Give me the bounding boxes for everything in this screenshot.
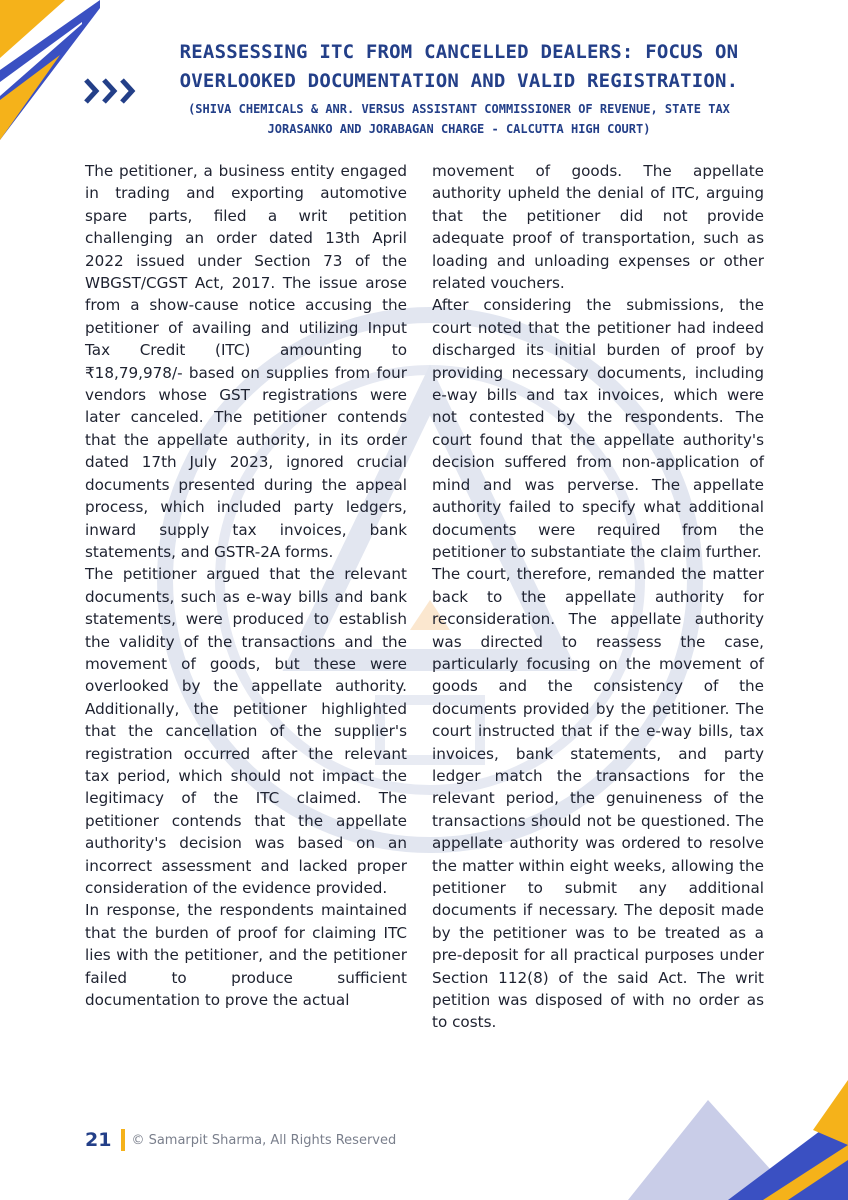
case-citation bbox=[150, 99, 768, 139]
case-citation-line-1: (SHIVA CHEMICALS & ANR. VERSUS ASSISTANT COMMISSIONER OF REVENUE, STATE TAX bbox=[188, 102, 730, 116]
corner-decoration-bottom-right bbox=[598, 1070, 848, 1200]
body-paragraph: After considering the submissions, the court noted that the petitioner had indeed discharged its initial burden of proof by providing necessary documents, including e-way bills and tax invoices, which were not contested by the respondents. The court found that the appellate authority's decision suffered from non-application of mind and was perverse. The appellate authority failed to specify what additional documents were required from the petitioner to substantiate the claim further. bbox=[432, 296, 764, 561]
body-paragraph: In response, the respondents maintained that the burden of proof for claiming ITC lies with the petitioner, and the petitioner failed to produce sufficient documentation to prove the actual bbox=[85, 901, 407, 1010]
article-title-line-1: REASSESSING ITC FROM CANCELLED DEALERS: FOCUS ON bbox=[179, 41, 739, 63]
triple-chevron-right-icon bbox=[83, 76, 139, 106]
page-footer bbox=[85, 1126, 396, 1154]
body-paragraph: The petitioner, a business entity engaged in trading and exporting automotive spare parts, filed a writ petition challenging an order dated 13th April 2022 issued under Section 73 of the WBGST/CGST Act, 2017. The issue arose from a show-cause notice accusing the petitioner of availing and utilizing Input Tax Credit (ITC) amounting to ₹18,79,978/- based on supplies from four vendors whose GST registrations were later canceled. The petitioner contends that the appellate authority, in its order dated 17th July 2023, ignored crucial documents presented during the appeal process, which included party ledgers, inward supply tax invoices, bank statements, and GSTR-2A forms. bbox=[85, 162, 407, 561]
article-title bbox=[150, 38, 768, 96]
article-header bbox=[150, 38, 768, 139]
article-title-line-2: OVERLOOKED DOCUMENTATION AND VALID REGISTRATION. bbox=[179, 70, 739, 92]
page-number: 21 bbox=[85, 1129, 112, 1151]
copyright-notice: © Samarpit Sharma, All Rights Reserved bbox=[131, 1132, 397, 1148]
body-column-left bbox=[85, 160, 407, 1011]
body-paragraph: The petitioner argued that the relevant documents, such as e-way bills and bank statements, were produced to establish the validity of the transactions and the movement of goods, but these were overlooked by the appellate authority. Additionally, the petitioner highlighted that the cancellation of the supplier's registration occurred after the relevant tax period, which should not impact the legitimacy of the ITC claimed. The petitioner contends that the appellate authority's decision was based on an incorrect assessment and lacked proper consideration of the evidence provided. bbox=[85, 565, 407, 897]
footer-divider bbox=[121, 1129, 125, 1151]
body-paragraph: The court, therefore, remanded the matter back to the appellate authority for reconsideration. The appellate authority was directed to reassess the case, particularly focusing on the movement of goods and the consistency of the documents provided by the petitioner. The court instructed that if the e-way bills, tax invoices, bank statements, and party ledger match the transactions for the relevant period, the genuineness of the transactions should not be questioned. The appellate authority was ordered to resolve the matter within eight weeks, allowing the petitioner to submit any additional documents if necessary. The deposit made by the petitioner was to be treated as a pre-deposit for all practical purposes under Section 112(8) of the said Act. The writ petition was disposed of with no order as to costs. bbox=[432, 565, 764, 1032]
body-column-right bbox=[432, 160, 764, 1034]
corner-decoration-top-left bbox=[0, 0, 100, 140]
case-citation-line-2: JORASANKO AND JORABAGAN CHARGE - CALCUTTA HIGH COURT) bbox=[267, 122, 651, 136]
body-paragraph: movement of goods. The appellate authority upheld the denial of ITC, arguing that the petitioner did not provide adequate proof of transportation, such as loading and unloading expenses or other related vouchers. bbox=[432, 162, 764, 293]
